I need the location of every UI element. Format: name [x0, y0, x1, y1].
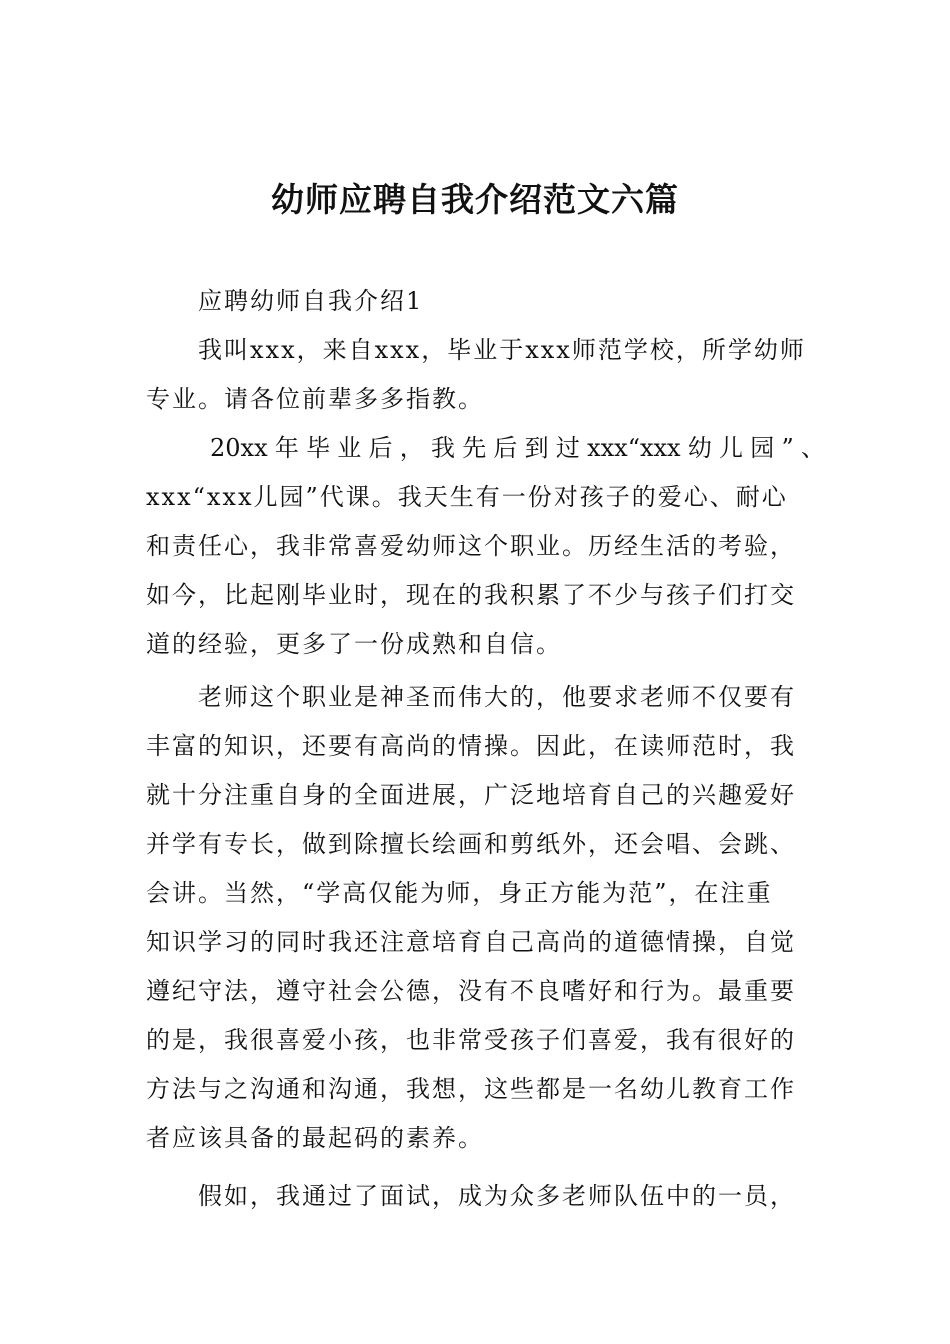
- paragraph-line: xxx“xxx儿园”代课。我天生有一份对孩子的爱心、耐心: [146, 483, 788, 511]
- paragraph-line: 并学有专长，做到除擅长绘画和剪纸外，还会唱、会跳、: [146, 830, 796, 858]
- paragraph-line: 会讲。当然，“学高仅能为师，身正方能为范”，在注重: [146, 879, 773, 907]
- paragraph-line: 者应该具备的最起码的素养。: [146, 1124, 484, 1152]
- paragraph-line: 和责任心，我非常喜爱幼师这个职业。历经生活的考验，: [146, 532, 796, 560]
- paragraph-line: 假如，我通过了面试，成为众多老师队伍中的一员，: [198, 1182, 796, 1210]
- paragraph-line: 就十分注重自身的全面进展，广泛地培育自己的兴趣爱好: [146, 781, 796, 809]
- paragraph-line: 知识学习的同时我还注意培育自己高尚的道德情操，自觉: [146, 928, 796, 956]
- paragraph-line: 遵纪守法，遵守社会公德，没有不良嗜好和行为。最重要: [146, 977, 796, 1005]
- paragraph-line: 20xx年毕业后，我先后到过xxx“xxx幼儿园”、: [210, 434, 825, 462]
- paragraph-line: 我叫xxx，来自xxx，毕业于xxx师范学校，所学幼师: [198, 336, 806, 364]
- document-title: 幼师应聘自我介绍范文六篇: [271, 180, 679, 219]
- paragraph-line: 方法与之沟通和沟通，我想，这些都是一名幼儿教育工作: [146, 1075, 796, 1103]
- paragraph-line: 老师这个职业是神圣而伟大的，他要求老师不仅要有: [198, 683, 796, 711]
- paragraph-line: 如今，比起刚毕业时，现在的我积累了不少与孩子们打交: [146, 581, 796, 609]
- paragraph-line: 丰富的知识，还要有高尚的情操。因此，在读师范时，我: [146, 732, 796, 760]
- paragraph-line: 的是，我很喜爱小孩，也非常受孩子们喜爱，我有很好的: [146, 1026, 796, 1054]
- section-heading: 应聘幼师自我介绍1: [198, 287, 424, 315]
- paragraph-line: 道的经验，更多了一份成熟和自信。: [146, 630, 562, 658]
- paragraph-line: 专业。请各位前辈多多指教。: [146, 385, 484, 413]
